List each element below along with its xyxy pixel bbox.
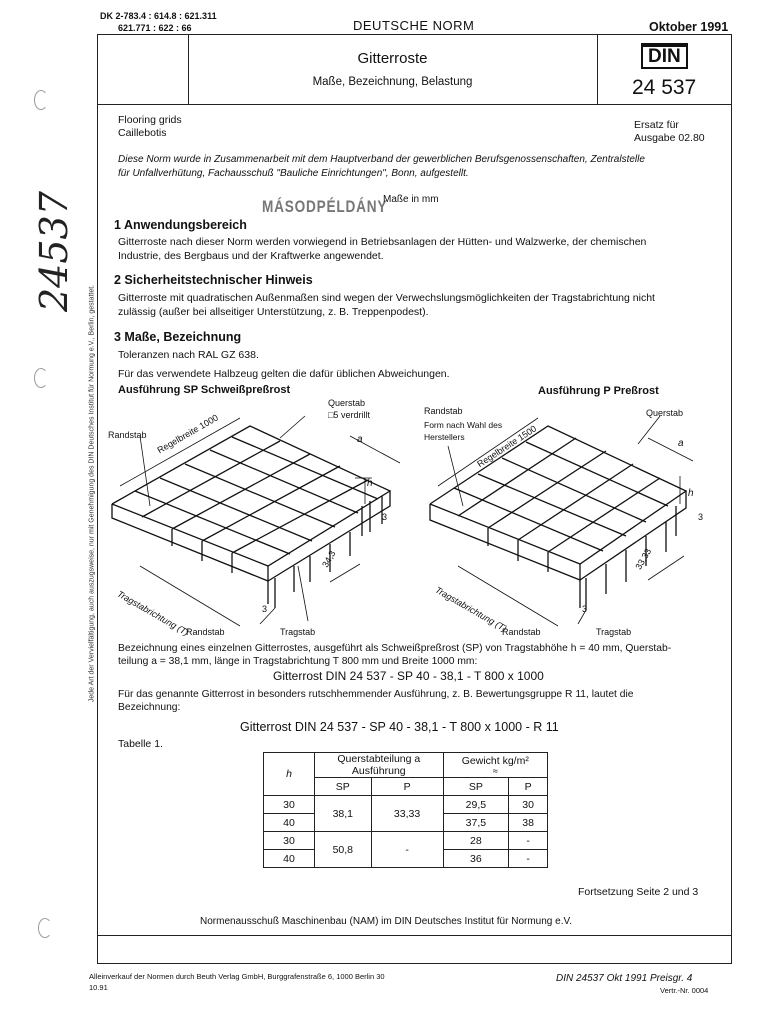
right-label-a: a [678, 438, 684, 449]
subheader-sp-weight: SP [443, 778, 509, 796]
left-label-randstab: Randstab [108, 430, 147, 440]
punch-hole [34, 368, 48, 388]
right-label-form-2: Herstellers [424, 432, 465, 442]
col-header-weight-1: Gewicht kg/m² [461, 754, 529, 767]
intro-line-1: Diese Norm wurde in Zusammenarbeit mit dem Hauptverband der gewerblichen Berufsgenossenschaften, Zentralstelle [118, 154, 645, 165]
right-label-h: h [688, 488, 694, 499]
section-safety-line-1: Gitterroste mit quadratischen Außenmaßen sind wegen der Verwechslungsmöglichkeiten der Tragstabrichtung nicht [118, 292, 655, 304]
subheader-sp: SP [315, 778, 372, 796]
table-row [264, 832, 548, 850]
cell-weight-sp: 37,5 [443, 814, 509, 832]
col-header-weight [443, 753, 547, 778]
left-label-pitch: 34,3 [320, 548, 338, 570]
right-label-querstab: Querstab [646, 408, 684, 418]
table-row [264, 796, 548, 814]
table-caption: Tabelle 1. [118, 738, 163, 750]
norm-label: DEUTSCHE NORM [353, 18, 475, 33]
replaces-label: Ersatz für [634, 119, 679, 131]
frame-bottom [97, 963, 732, 964]
title-french: Caillebotis [118, 127, 167, 139]
section-heading-safety: 2 Sicherheitstechnischer Hinweis [114, 273, 313, 287]
left-label-verdrillt: □5 verdrillt [328, 410, 370, 420]
continuation-note: Fortsetzung Seite 2 und 3 [578, 886, 699, 898]
din-number: 24 537 [632, 76, 697, 99]
footer-edition: 10.91 [89, 983, 108, 992]
left-label-tragstabrichtung: Tragstabrichtung (T) [115, 588, 191, 638]
col-header-pitch [315, 753, 444, 778]
cell-pitch-p: - [371, 832, 443, 868]
section-safety-line-2: zulässig (außer bei allseitiger Unterstützung, z. B. Treppenpodest). [118, 306, 429, 318]
cell-h: 40 [264, 814, 315, 832]
figure-right-title: Ausführung P Preßrost [538, 385, 659, 397]
side-copyright: Jede Art der Vervielfältigung, auch auszugsweise, nur mit Genehmigung des DIN Deutsches Institut für Normung e.V., Berlin, gestattet. [88, 284, 96, 703]
cell-h: 30 [264, 796, 315, 814]
left-label-regelbreite: Regelbreite 1000 [155, 412, 220, 456]
left-label-h: h [367, 478, 373, 489]
left-label-a: a [357, 434, 363, 445]
page-title: Gitterroste [357, 50, 428, 67]
frame-top [97, 34, 732, 35]
din-logo: DIN [641, 43, 688, 69]
stamp: MÁSODPÉLDÁNY [262, 197, 388, 216]
punch-hole [38, 918, 52, 938]
dk-number-1: DK 2-783.4 : 614.8 : 621.311 [100, 11, 217, 21]
right-label-3b: 3 [582, 604, 588, 614]
designation-line-1: Bezeichnung eines einzelnen Gitterrostes, ausgeführt als Schweißpreßrost (SP) von Tragstabhöhe h = 40 mm, Querstab- [118, 643, 672, 654]
weight-table [263, 752, 548, 868]
right-label-tragstabrichtung: Tragstabrichtung (T) [433, 584, 509, 634]
right-label-regelbreite: Regelbreite 1500 [475, 423, 539, 470]
title-divider-left [188, 34, 189, 104]
cell-weight-p: 38 [509, 814, 548, 832]
section-heading-dimensions: 3 Maße, Bezeichnung [114, 330, 242, 344]
designation-example-2: Gitterrost DIN 24 537 - SP 40 - 38,1 - T 800 x 1000 - R 11 [240, 720, 559, 734]
cell-h: 40 [264, 850, 315, 868]
cell-weight-sp: 36 [443, 850, 509, 868]
footer-din-ref: DIN 24537 Okt 1991 Preisgr. 4 [556, 973, 693, 984]
cell-weight-p: - [509, 832, 548, 850]
col-header-pitch-2: Ausführung [351, 765, 406, 777]
committee-line-text: Normenausschuß Maschinenbau (NAM) im DIN Deutsches Institut für Normung e.V. [200, 916, 572, 927]
cell-pitch-sp: 38,1 [315, 796, 372, 832]
section-scope-line-1: Gitterroste nach dieser Norm werden vorwiegend in Betriebsanlagen der Hütten- und Walzwerke, der chemischen [118, 236, 647, 248]
footer-sales: Alleinverkauf der Normen durch Beuth Verlag GmbH, Burggrafenstraße 6, 1000 Berlin 30 [89, 972, 385, 981]
left-label-tragstab: Tragstab [280, 627, 316, 637]
designation-example-1: Gitterrost DIN 24 537 - SP 40 - 38,1 - T 800 x 1000 [273, 669, 544, 683]
handwritten-number: 24537 [32, 191, 76, 312]
col-header-h: h [264, 753, 315, 796]
subheader-p-weight: P [509, 778, 548, 796]
page-subtitle: Maße, Bezeichnung, Belastung [312, 76, 473, 88]
units-note: Maße in mm [383, 194, 439, 205]
replaces-edition: Ausgabe 02.80 [634, 132, 705, 144]
designation-line-2: teilung a = 38,1 mm, länge in Tragstabrichtung T 800 mm und Breite 1000 mm: [118, 656, 478, 667]
intro-line-2: für Unfallverhütung, Fachausschuß "Bauliche Einrichtungen", Bonn, aufgestellt. [118, 168, 469, 179]
cell-weight-p: - [509, 850, 548, 868]
section-scope-line-2: Industrie, des Bergbaus und der Kraftwerke angewendet. [118, 250, 384, 262]
title-divider-right [597, 34, 598, 104]
right-label-randstab-bottom: Randstab [502, 627, 541, 637]
section-heading-scope: 1 Anwendungsbereich [114, 218, 247, 232]
cell-weight-p: 30 [509, 796, 548, 814]
col-header-pitch-1: Querstabteilung a [337, 753, 421, 765]
left-label-3b: 3 [262, 604, 268, 614]
frame-left [97, 34, 98, 964]
cell-weight-sp: 28 [443, 832, 509, 850]
figure-left-title: Ausführung SP Schweißpreßrost [118, 384, 291, 396]
section-dim-line-1: Toleranzen nach RAL GZ 638. [118, 349, 259, 361]
title-english: Flooring grids [118, 114, 182, 126]
designation-line-4: Bezeichnung: [118, 702, 181, 713]
right-label-form-1: Form nach Wahl des [424, 420, 503, 430]
right-label-tragstab: Tragstab [596, 627, 632, 637]
cell-h: 30 [264, 832, 315, 850]
right-label-3: 3 [698, 512, 704, 522]
header-bottom [97, 104, 732, 105]
subheader-p: P [371, 778, 443, 796]
designation-line-3: Für das genannte Gitterrost in besonders rutschhemmender Ausführung, z. B. Bewertungsgruppe R 11, lautet die [118, 689, 634, 700]
punch-hole [34, 90, 48, 110]
right-label-pitch: 33,33 [633, 546, 654, 572]
section-dim-line-2: Für das verwendete Halbzeug gelten die dafür üblichen Abweichungen. [118, 368, 450, 380]
dk-number-2: 621.771 : 622 : 66 [118, 23, 192, 33]
left-label-querstab: Querstab [328, 398, 366, 408]
cell-pitch-p: 33,33 [371, 796, 443, 832]
cell-weight-sp: 29,5 [443, 796, 509, 814]
committee-line [97, 935, 732, 936]
left-label-3: 3 [382, 512, 388, 522]
footer-vertr: Vertr.-Nr. 0004 [660, 986, 709, 995]
issue-date: Oktober 1991 [649, 20, 729, 34]
left-label-randstab-bottom: Randstab [186, 627, 225, 637]
right-label-randstab: Randstab [424, 406, 463, 416]
frame-right [731, 34, 732, 964]
col-header-weight-2: ≈ [492, 765, 498, 776]
cell-pitch-sp: 50,8 [315, 832, 372, 868]
figure-sp-grating [100, 396, 420, 640]
